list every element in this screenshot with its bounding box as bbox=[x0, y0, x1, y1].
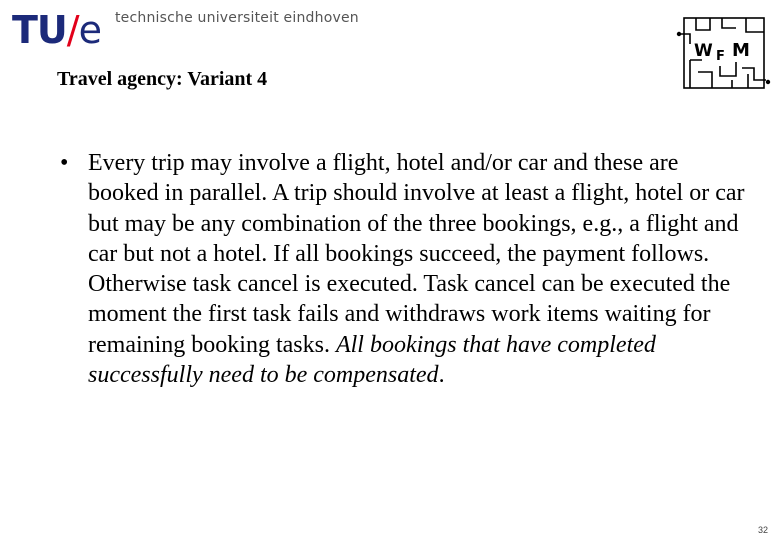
wfm-logo-icon bbox=[676, 14, 772, 94]
slide-title: Travel agency: Variant 4 bbox=[57, 68, 268, 90]
tue-logo-e: e bbox=[78, 8, 101, 52]
bullet-text-end: . bbox=[438, 362, 445, 389]
bullet-item bbox=[60, 148, 750, 390]
wfm-letter-f: F bbox=[716, 49, 725, 64]
tue-logo-mark bbox=[12, 10, 101, 50]
tue-logo-text: technische universiteit eindhoven bbox=[114, 10, 359, 26]
slide-body bbox=[60, 148, 750, 390]
tue-logo-slash: / bbox=[66, 8, 79, 52]
wfm-letter-m: M bbox=[732, 40, 750, 61]
wfm-letter-w: W bbox=[694, 41, 713, 61]
bullet-text-italic: All bookings that have completed successfully need to be compensated bbox=[88, 331, 656, 389]
page-number: 32 bbox=[757, 525, 768, 535]
tue-logo-tu: TU bbox=[12, 8, 67, 52]
bullet-text bbox=[88, 148, 750, 390]
tue-logo bbox=[12, 10, 359, 50]
bullet-marker: • bbox=[60, 150, 69, 176]
bullet-text-regular: Every trip may involve a flight, hotel and/or car and these are booked in parallel. A trip should involve at least a flight, hotel or car but may be any combination of the three bookings, e.g., a flight and car but not a hotel. If all bookings succeed, the payment follows. Otherwise task cancel is executed. Task cancel can be executed the moment the first task fails and withdraws work items waiting for remaining booking tasks. bbox=[88, 150, 745, 358]
